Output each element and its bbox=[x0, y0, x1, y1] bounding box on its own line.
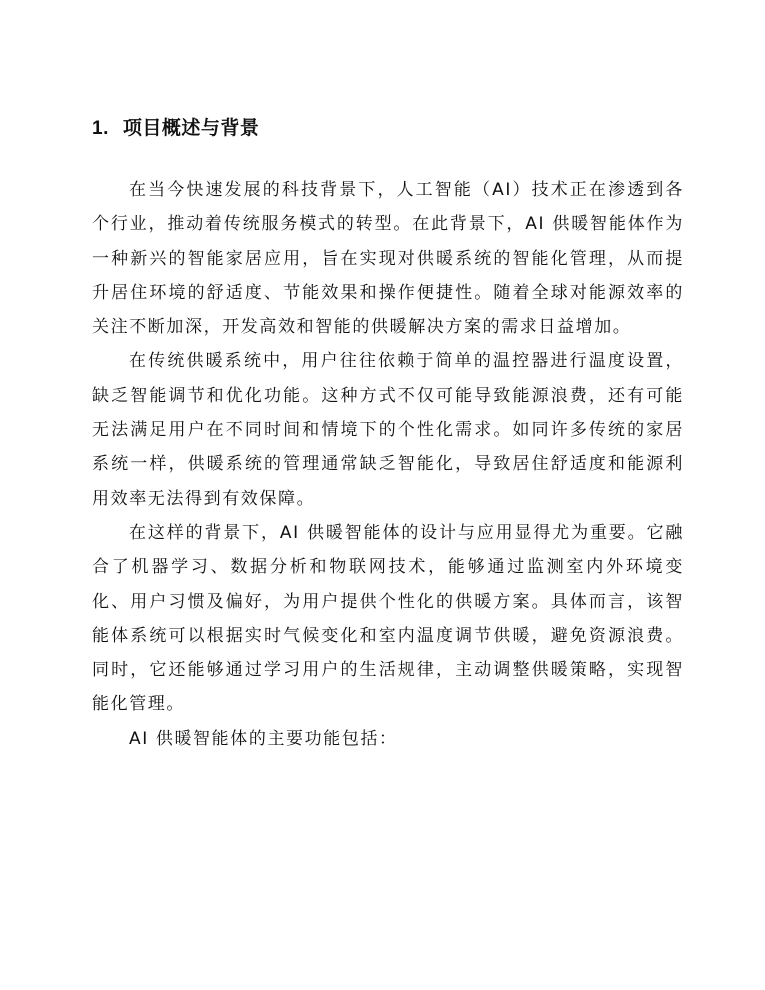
body-text bbox=[92, 173, 684, 756]
paragraph-functions-lead: AI 供暖智能体的主要功能包括： bbox=[129, 728, 398, 749]
section-title: 项目概述与背景 bbox=[122, 117, 260, 139]
paragraph-traditional-systems: 在传统供暖系统中，用户往往依赖于简单的温控器进行温度设置，缺乏智能调节和优化功能。这种方式不仅可能导致能源浪费，还有可能无法满足用户在不同时间和情境下的个性化需求。如同许多传统的家居系统一样，供暖系统的管理通常缺乏智能化，导致居住舒适度和能源利用效率无法得到有效保障。 bbox=[92, 351, 684, 509]
section-heading bbox=[92, 114, 259, 143]
paragraph-intro: 在当今快速发展的科技背景下，人工智能（AI）技术正在渗透到各个行业，推动着传统服务模式的转型。在此背景下，AI 供暖智能体作为一种新兴的智能家居应用，旨在实现对供暖系统的智能化管理，从而提升居住环境的舒适度、节能效果和操作便捷性。随着全球对能源效率的关注不断加深，开发高效和智能的供暖解决方案的需求日益增加。 bbox=[92, 180, 684, 338]
paragraph-ai-design: 在这样的背景下，AI 供暖智能体的设计与应用显得尤为重要。它融合了机器学习、数据分析和物联网技术，能够通过监测室内外环境变化、用户习惯及偏好，为用户提供个性化的供暖方案。具体而言，该智能体系统可以根据实时气候变化和室内温度调节供暖，避免资源浪费。同时，它还能够通过学习用户的生活规律，主动调整供暖策略，实现智能化管理。 bbox=[92, 522, 684, 715]
section-number: 1. bbox=[92, 118, 109, 139]
